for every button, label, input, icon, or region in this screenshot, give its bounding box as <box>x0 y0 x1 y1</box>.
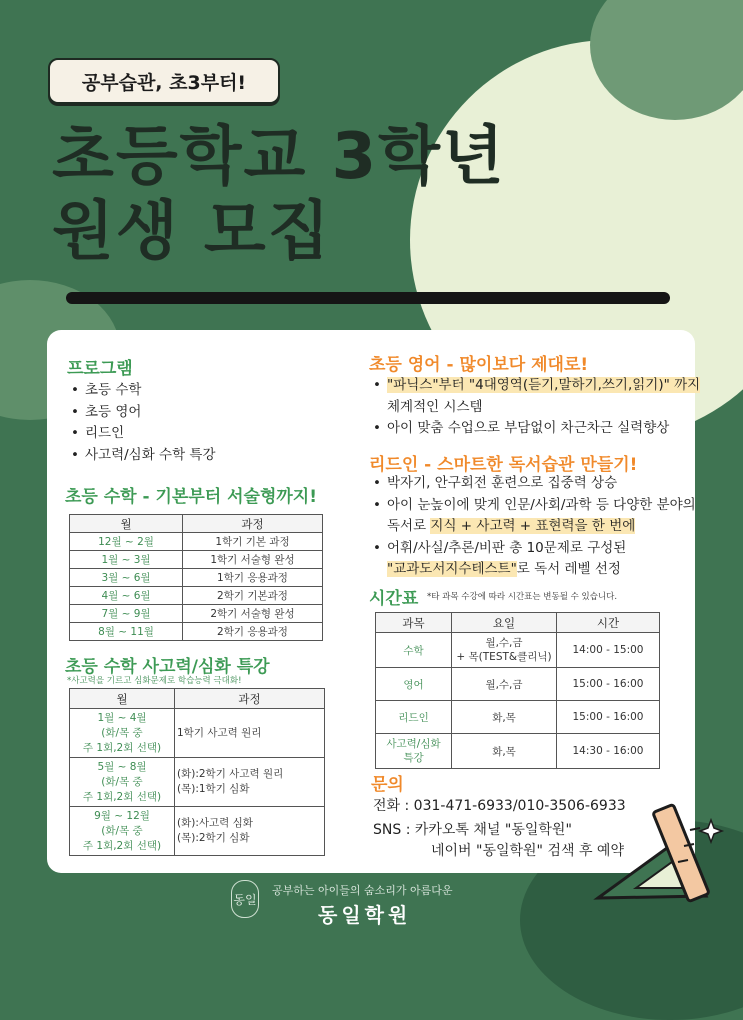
course-cell <box>175 758 325 807</box>
tagline-text: 공부습관, 초3부터! <box>81 71 247 94</box>
month-day-note: (화/목 중 <box>101 726 143 739</box>
english-list <box>369 375 700 440</box>
table-row <box>70 587 323 605</box>
course-cell <box>175 807 325 856</box>
english-bullet <box>387 375 700 397</box>
readin-highlight: "교과도서지수테스트" <box>387 561 517 577</box>
subject-cell <box>376 633 452 668</box>
course-line: (목):1학기 심화 <box>177 783 250 795</box>
schedule-table <box>375 612 660 769</box>
math-special-note: *사고력을 기르고 심화문제로 학습능력 극대화! <box>67 676 242 686</box>
english-bullet-cont <box>387 397 700 419</box>
col-header-subject: 과목 <box>376 613 452 633</box>
subject-text: 사고력/심화 <box>386 738 441 750</box>
col-header-month: 월 <box>70 515 183 533</box>
course-cell: 1학기 서술형 완성 <box>183 551 323 569</box>
day-text: 월,수,금 <box>485 637 523 649</box>
day-cell <box>452 701 557 734</box>
math-basic-table <box>69 514 323 641</box>
subject-text: 리드인 <box>398 711 429 724</box>
readin-bullet-text: 로 독서 레벨 선정 <box>516 561 621 577</box>
english-title: 초등 영어 - 많이보다 제대로! <box>369 355 589 375</box>
month-cell <box>70 758 175 807</box>
tagline-badge <box>48 58 280 104</box>
footer-logo-text: 동일 <box>233 892 257 907</box>
readin-bullet <box>387 495 696 517</box>
course-cell: 1학기 응용과정 <box>183 569 323 587</box>
subject-cell <box>376 701 452 734</box>
col-header-day: 요일 <box>452 613 557 633</box>
math-special-title: 초등 수학 사고력/심화 특강 <box>65 657 270 677</box>
english-bullet-text: 아이 맞춤 수업으로 부담없이 차근차근 실력향상 <box>387 420 670 436</box>
readin-bullet-cont <box>387 559 696 581</box>
contact-search: 네이버 "동일학원" 검색 후 예약 <box>431 843 624 859</box>
contact-sns: SNS : 카카오톡 채널 "동일학원" <box>373 822 572 838</box>
program-item: • 초등 수학 <box>85 380 216 402</box>
table-row <box>376 734 660 769</box>
subject-text: 영어 <box>403 678 424 691</box>
english-bullet-text: "파닉스"부터 "4대영역(듣기,말하기,쓰기,읽기)" 까지 <box>387 377 701 393</box>
month-day-note: (화/목 중 <box>101 775 143 788</box>
headline-line1: 초등학교 3학년 <box>52 120 506 194</box>
month-range: 1월 ~ 4월 <box>97 711 147 724</box>
day-text: 화,목 <box>492 711 516 724</box>
readin-bullet-text: 아이 눈높이에 맞게 인문/사회/과학 등 다양한 분야의 <box>387 496 696 513</box>
month-cell: 7월 ~ 9월 <box>70 605 183 623</box>
month-range: 9월 ~ 12월 <box>94 809 150 822</box>
footer-logo <box>231 880 259 918</box>
month-cell: 12월 ~ 2월 <box>70 533 183 551</box>
readin-title: 리드인 - 스마트한 독서습관 만들기! <box>369 455 638 475</box>
math-special-table <box>69 688 325 856</box>
time-cell: 15:00 - 16:00 <box>557 701 660 734</box>
readin-list <box>369 473 696 581</box>
day-text: 월,수,금 <box>485 678 523 691</box>
table-row <box>70 569 323 587</box>
time-cell: 14:00 - 15:00 <box>557 633 660 668</box>
course-cell: 2학기 응용과정 <box>183 623 323 641</box>
contact-title: 문의 <box>371 775 404 795</box>
month-freq-note: 주 1회,2회 선택) <box>82 839 162 852</box>
headline-underline <box>66 292 670 304</box>
readin-bullet-text: 어휘/사실/추론/비판 총 10문제로 구성된 <box>387 539 627 556</box>
table-row <box>70 551 323 569</box>
english-bullet <box>387 418 700 440</box>
table-row <box>70 758 325 807</box>
course-cell: 2학기 기본과정 <box>183 587 323 605</box>
col-header-course: 과정 <box>183 515 323 533</box>
subject-cell <box>376 668 452 701</box>
col-header-month: 월 <box>70 689 175 709</box>
col-header-time: 시간 <box>557 613 660 633</box>
readin-bullet-cont <box>387 516 696 538</box>
month-day-note: (화/목 중 <box>101 824 143 837</box>
col-header-course: 과정 <box>175 689 325 709</box>
day-text: 화,목 <box>492 745 516 758</box>
month-freq-note: 주 1회,2회 선택) <box>82 741 162 754</box>
footer-tagline: 공부하는 아이들의 숨소리가 아름다운 <box>272 884 453 897</box>
ruler-triangle-icon <box>588 800 728 910</box>
schedule-title: 시간표 <box>369 589 419 609</box>
day-cell <box>452 633 557 668</box>
math-basic-title: 초등 수학 - 기본부터 서술형까지! <box>65 487 317 507</box>
month-cell: 3월 ~ 6월 <box>70 569 183 587</box>
table-row <box>70 623 323 641</box>
program-item: • 초등 영어 <box>85 402 216 424</box>
table-row <box>376 668 660 701</box>
time-cell: 14:30 - 16:00 <box>557 734 660 769</box>
table-row <box>376 633 660 668</box>
month-cell: 8월 ~ 11월 <box>70 623 183 641</box>
table-row <box>376 701 660 734</box>
info-card <box>47 330 701 873</box>
month-cell <box>70 709 175 758</box>
program-item: • 사고력/심화 수학 특강 <box>85 445 216 467</box>
schedule-note: *타 과목 수강에 따라 시간표는 변동될 수 있습니다. <box>427 592 618 602</box>
program-item: • 리드인 <box>85 423 216 445</box>
table-row <box>70 709 325 758</box>
table-row <box>70 605 323 623</box>
month-cell <box>70 807 175 856</box>
table-row <box>70 533 323 551</box>
month-cell: 1월 ~ 3월 <box>70 551 183 569</box>
english-bullet-text: 체계적인 시스템 <box>387 398 483 415</box>
contact-phone: 전화 : 031-471-6933/010-3506-6933 <box>373 798 626 814</box>
month-freq-note: 주 1회,2회 선택) <box>82 790 162 803</box>
table-row <box>70 807 325 856</box>
course-cell <box>175 709 325 758</box>
footer-name: 동일학원 <box>318 903 412 927</box>
program-title: 프로그램 <box>67 359 133 379</box>
readin-bullet-text: 박자기, 안구회전 훈련으로 집중력 상승 <box>387 475 618 491</box>
readin-bullet <box>387 538 696 560</box>
month-range: 5월 ~ 8월 <box>97 760 147 773</box>
subject-text: 수학 <box>403 644 424 657</box>
time-cell: 15:00 - 16:00 <box>557 668 660 701</box>
month-cell: 4월 ~ 6월 <box>70 587 183 605</box>
course-cell: 1학기 기본 과정 <box>183 533 323 551</box>
readin-bullet-text: 독서로 <box>387 518 431 534</box>
course-cell: 2학기 서술형 완성 <box>183 605 323 623</box>
readin-bullet <box>387 473 696 495</box>
program-list <box>67 380 216 466</box>
course-line: (화):사고력 심화 <box>177 817 253 829</box>
readin-highlight: 지식 + 사고력 + 표현력을 한 번에 <box>430 518 636 534</box>
headline-line2: 원생 모집 <box>52 195 332 269</box>
day-extra: + 목(TEST&클리닉) <box>456 651 552 663</box>
day-cell <box>452 734 557 769</box>
day-cell <box>452 668 557 701</box>
subject-text: 특강 <box>403 752 424 764</box>
course-line: (화):2학기 사고력 원리 <box>177 768 284 780</box>
subject-cell <box>376 734 452 769</box>
course-line: (목):2학기 심화 <box>177 832 250 844</box>
course-line: 1학기 사고력 원리 <box>177 726 262 739</box>
